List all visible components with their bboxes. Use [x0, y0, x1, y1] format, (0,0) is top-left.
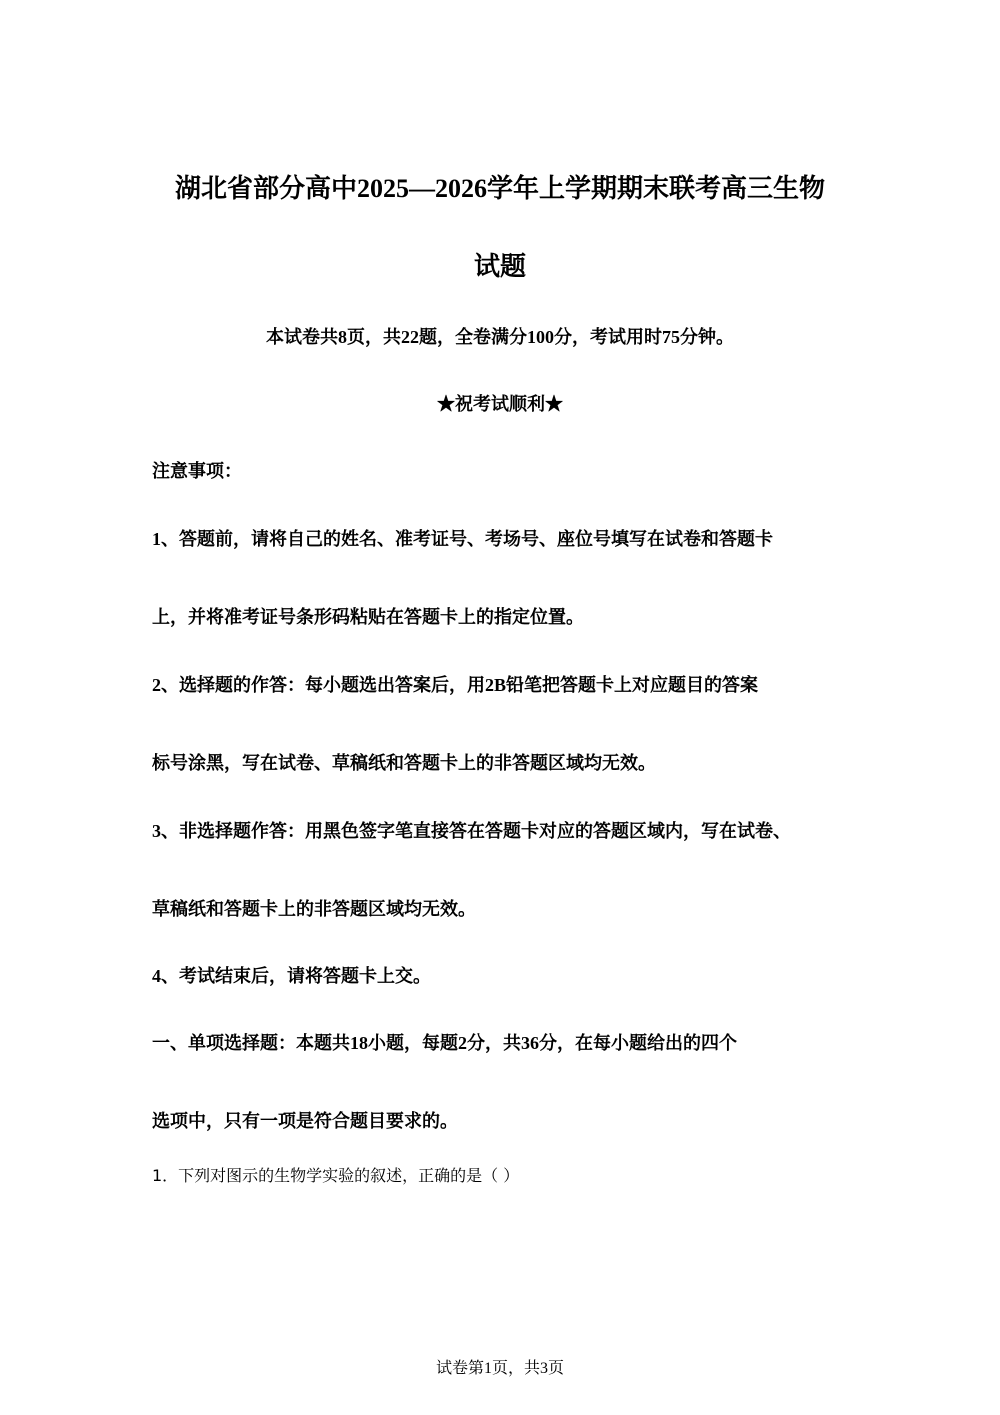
- note-line: 标号涂黑，写在试卷、草稿纸和答题卡上的非答题区域均无效。: [152, 753, 656, 773]
- note-line: 2、选择题的作答：每小题选出答案后，用2B铅笔把答题卡上对应题目的答案: [152, 675, 759, 695]
- section-heading-line2: 选项中，只有一项是符合题目要求的。: [152, 1111, 458, 1131]
- page-footer: 试卷第1页，共3页: [435, 1360, 564, 1377]
- note-line: 上，并将准考证号条形码粘贴在答题卡上的指定位置。: [152, 607, 584, 627]
- note-line: 4、考试结束后，请将答题卡上交。: [152, 966, 431, 986]
- question-item: 1．下列对图示的生物学实验的叙述，正确的是（ ）: [152, 1166, 520, 1185]
- note-line: 1、答题前，请将自己的姓名、准考证号、考场号、座位号填写在试卷和答题卡: [152, 529, 773, 549]
- note-line: 3、非选择题作答：用黑色签字笔直接答在答题卡对应的答题区域内，写在试卷、: [152, 821, 791, 841]
- page-title-line2: 试题: [473, 252, 526, 281]
- note-line: 草稿纸和答题卡上的非答题区域均无效。: [152, 899, 476, 919]
- page-title-line1: 湖北省部分高中2025—2026学年上学期期末联考高三生物: [174, 174, 825, 203]
- notes-heading: 注意事项：: [152, 461, 242, 481]
- blessing-text: ★祝考试顺利★: [437, 394, 563, 414]
- section-heading-line1: 一、单项选择题：本题共18小题，每题2分，共36分，在每小题给出的四个: [152, 1033, 737, 1053]
- exam-info: 本试卷共8页，共22题，全卷满分100分，考试用时75分钟。: [266, 327, 734, 347]
